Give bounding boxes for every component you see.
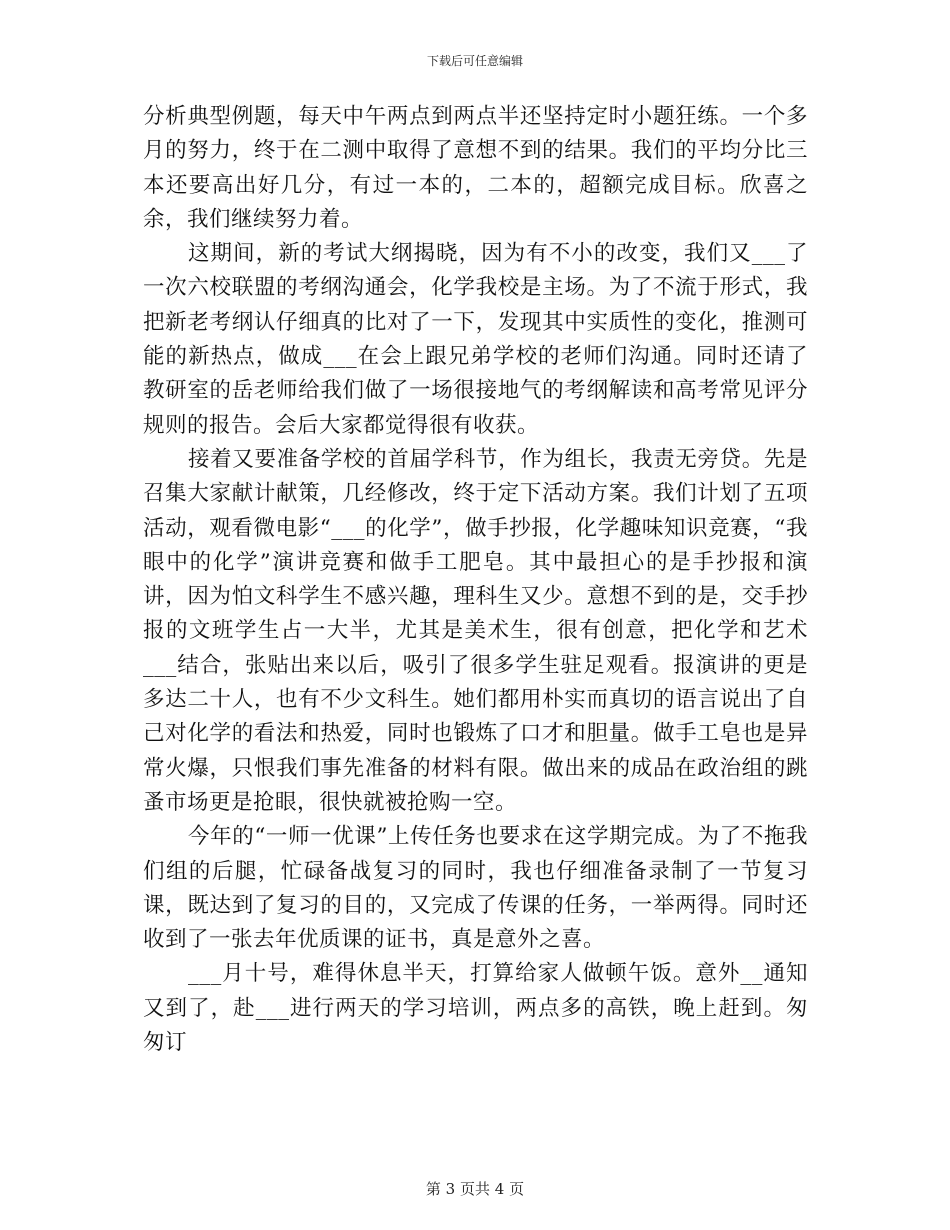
page-header: 下载后可任意编辑 [426, 54, 523, 68]
paragraph-4: 今年的“一师一优课”上传任务也要求在这学期完成。为了不拖我们组的后腿，忙碌备战复习的同时，我也仔细准备录制了一节复习课，既达到了复习的目的，又完成了传课的任务，一举两得。同时还收到了一张去年优质课的证书，真是意外之喜。 [143, 824, 808, 953]
page-footer: 第 3 页共 4 页 [425, 1180, 525, 1198]
paragraph-3: 接着又要准备学校的首届学科节，作为组长，我责无旁贷。先是召集大家献计献策，几经修改，终于定下活动方案。我们计划了五项活动，观看微电影“___的化学”，做手抄报，化学趣味知识竞赛，“我眼中的化学”演讲竞赛和做手工肥皂。其中最担心的是手抄报和演讲，因为怕文科学生不感兴趣，理科生又少。意想不到的是，交手抄报的文班学生占一大半，尤其是美术生，很有创意，把化学和艺术___结合，张贴出来以后，吸引了很多学生驻足观看。报演讲的更是多达二十人，也有不少文科生。她们都用朴实而真切的语言说出了自己对化学的看法和热爱，同时也锻炼了口才和胆量。做手工皂也是异常火爆，只恨我们事先准备的材料有限。做出来的成品在政治组的跳蚤市场更是抢眼，很快就被抢购一空。 [143, 446, 808, 815]
paragraph-1: 分析典型例题，每天中午两点到两点半还坚持定时小题狂练。一个多月的努力，终于在二测中取得了意想不到的结果。我们的平均分比三本还要高出好几分，有过一本的，二本的，超额完成目标。欣喜之余，我们继续努力着。 [143, 104, 808, 232]
paragraph-5: ___月十号，难得休息半天，打算给家人做顿午饭。意外__通知又到了，赴___进行两天的学习培训，两点多的高铁，晚上赶到。匆匆订 [143, 961, 808, 1056]
document-body [143, 100, 808, 1060]
paragraph-2: 这期间，新的考试大纲揭晓，因为有不小的改变，我们又___了一次六校联盟的考纲沟通会，化学我校是主场。为了不流于形式，我把新老考纲认仔细真的比对了一下，发现其中实质性的变化，推测可能的新热点，做成___在会上跟兄弟学校的老师们沟通。同时还请了教研室的岳老师给我们做了一场很接地气的考纲解读和高考常见评分规则的报告。会后大家都觉得很有收获。 [143, 241, 808, 438]
